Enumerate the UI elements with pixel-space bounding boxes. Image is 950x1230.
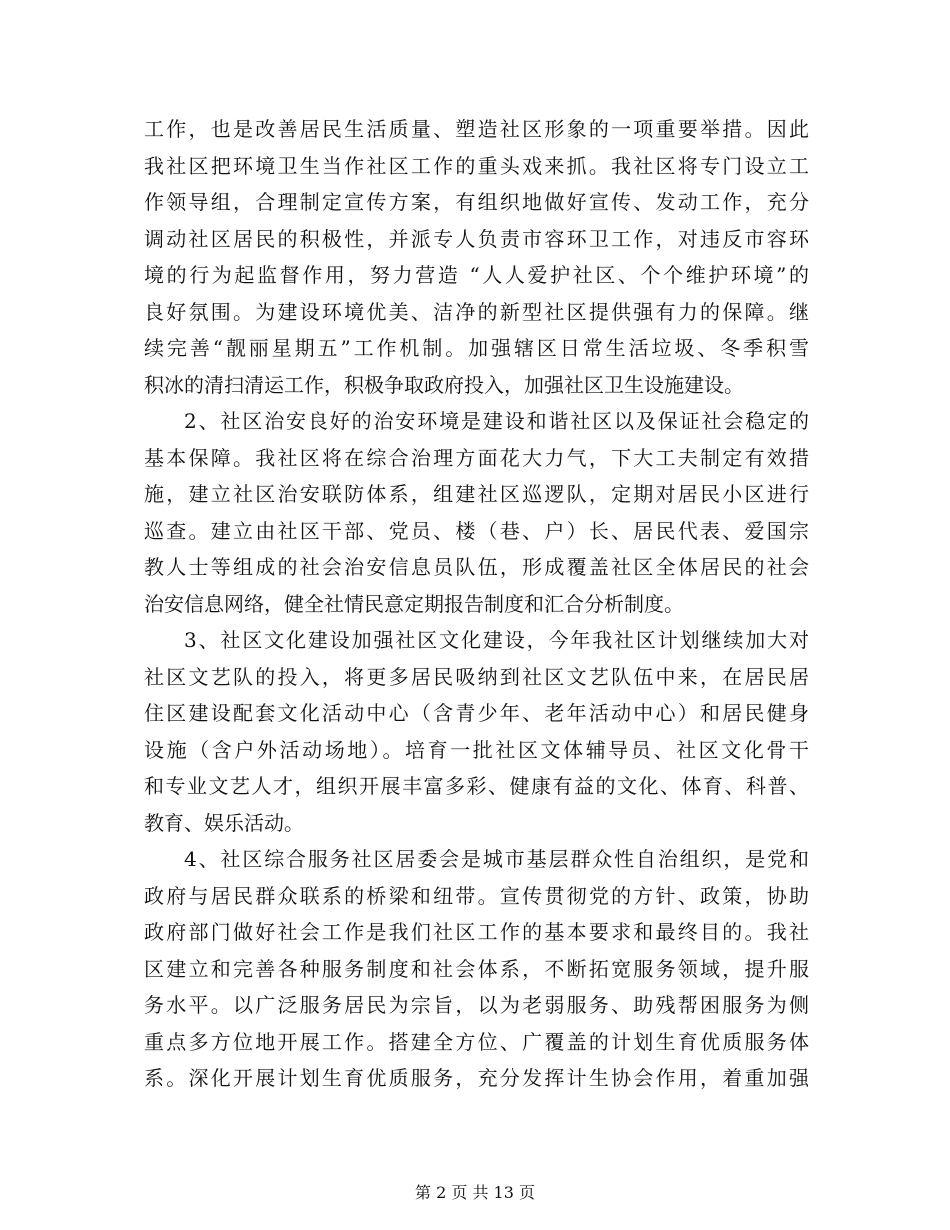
paragraph-services <box>144 841 809 1097</box>
text-line: 住区建设配套文化活动中心（含青少年、老年活动中心）和居民健身 <box>144 701 809 725</box>
text-line: 4、社区综合服务社区居委会是城市基层群众性自治组织，是党和 <box>184 847 809 871</box>
document-body <box>144 111 809 1097</box>
text-line: 3、社区文化建设加强社区文化建设，今年我社区计划继续加大对 <box>184 628 809 652</box>
text-line: 政府部门做好社会工作是我们社区工作的基本要求和最终目的。我社 <box>144 920 809 944</box>
text-line: 教人士等组成的社会治安信息员队伍，形成覆盖社区全体居民的社会 <box>144 555 809 579</box>
text-line: 境的行为起监督作用，努力营造 “人人爱护社区、个个维护环境”的 <box>144 263 809 287</box>
text-line: 和专业文艺人才，组织开展丰富多彩、健康有益的文化、体育、科普、 <box>144 774 809 798</box>
text-line: 治安信息网络，健全社情民意定期报告制度和汇合分析制度。 <box>144 591 684 616</box>
text-line: 积冰的清扫清运工作，积极争取政府投入，加强社区卫生设施建设。 <box>144 372 744 397</box>
text-line: 良好氛围。为建设环境优美、洁净的新型社区提供强有力的保障。继 <box>144 299 809 324</box>
text-line: 巡查。建立由社区干部、党员、楼（巷、户）长、居民代表、爱国宗 <box>144 518 809 543</box>
text-line: 我社区把环境卫生当作社区工作的重头戏来抓。我社区将专门设立工 <box>144 153 809 178</box>
text-line: 施，建立社区治安联防体系，组建社区巡逻队，定期对居民小区进行 <box>144 482 809 506</box>
text-line: 2、社区治安良好的治安环境是建设和谐社区以及保证社会稳定的 <box>184 409 809 433</box>
text-line: 务水平。以广泛服务居民为宗旨，以为老弱服务、助残帮困服务为侧 <box>144 993 809 1017</box>
text-line: 教育、娱乐活动。 <box>144 810 304 835</box>
text-line: 作领导组，合理制定宣传方案，有组织地做好宣传、发动工作，充分 <box>144 190 809 214</box>
paragraph-culture <box>144 622 809 841</box>
text-line: 续完善“靓丽星期五”工作机制。加强辖区日常生活垃圾、冬季积雪 <box>144 336 809 360</box>
text-line: 工作，也是改善居民生活质量、塑造社区形象的一项重要举措。因此 <box>144 117 809 141</box>
text-line: 设施（含户外活动场地）。培育一批社区文体辅导员、社区文化骨干 <box>144 737 809 762</box>
page-number-footer: 第 2 页 共 13 页 <box>415 1183 535 1202</box>
paragraph-environment <box>144 111 809 403</box>
text-line: 调动社区居民的积极性，并派专人负责市容环卫工作，对违反市容环 <box>144 226 809 251</box>
text-line: 重点多方位地开展工作。搭建全方位、广覆盖的计划生育优质服务体 <box>144 1029 809 1054</box>
text-line: 系。深化开展计划生育优质服务，充分发挥计生协会作用，着重加强 <box>144 1066 809 1090</box>
text-line: 社区文艺队的投入，将更多居民吸纳到社区文艺队伍中来，在居民居 <box>144 664 809 689</box>
text-line: 区建立和完善各种服务制度和社会体系，不断拓宽服务领域，提升服 <box>144 956 809 981</box>
paragraph-security <box>144 403 809 622</box>
text-line: 政府与居民群众联系的桥梁和纽带。宣传贯彻党的方针、政策，协助 <box>144 883 809 908</box>
text-line: 基本保障。我社区将在综合治理方面花大力气，下大工夫制定有效措 <box>144 445 809 470</box>
